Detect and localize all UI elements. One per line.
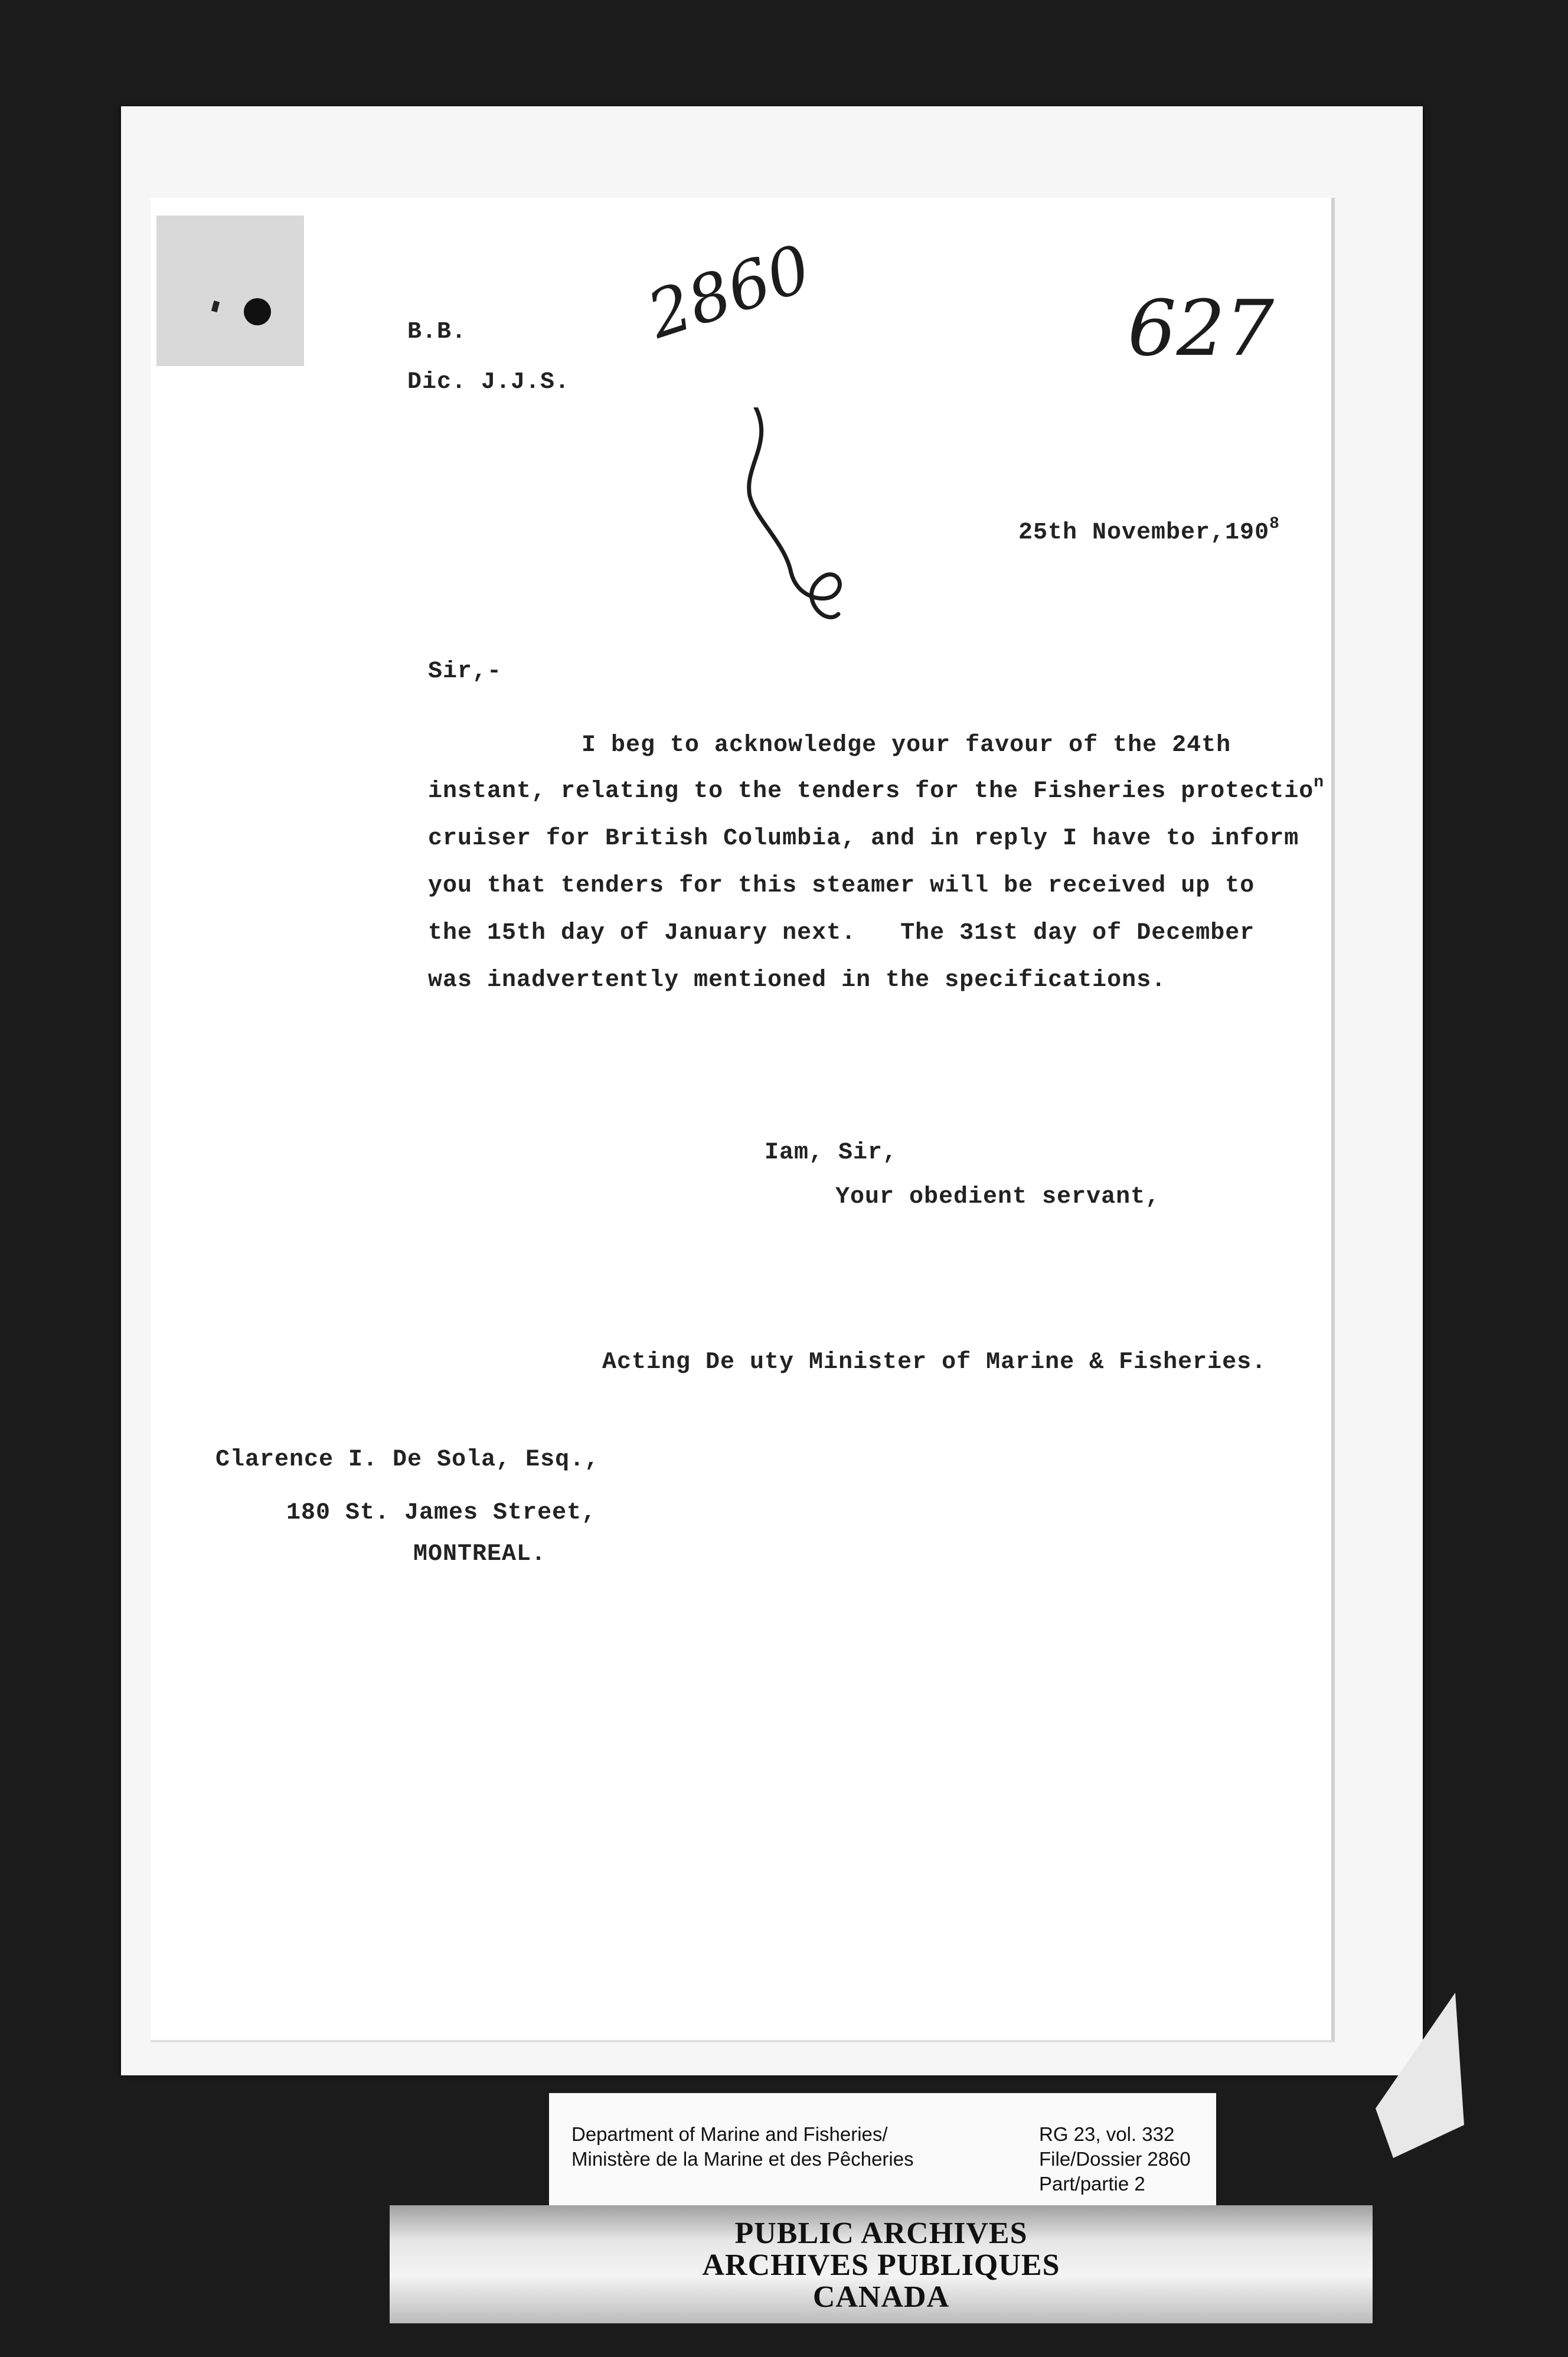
closing-line-1: Iam, Sir, bbox=[765, 1140, 898, 1166]
recipient-street: 180 St. James Street, bbox=[286, 1500, 597, 1526]
part-partie: Part/partie 2 bbox=[1039, 2173, 1145, 2195]
archive-label bbox=[549, 2093, 1216, 2211]
letter-date bbox=[1018, 515, 1279, 546]
stamp-line-3: CANADA bbox=[812, 2280, 950, 2314]
recipient-name: Clarence I. De Sola, Esq., bbox=[215, 1447, 600, 1473]
body-line-2-sup: n bbox=[1314, 773, 1324, 792]
body-line-1: I beg to acknowledge your favour of the 24th bbox=[582, 732, 1231, 759]
handwritten-scribble bbox=[732, 407, 886, 655]
curled-corner bbox=[1376, 1993, 1464, 2158]
body-line-3: cruiser for British Columbia, and in reply I have to inform bbox=[428, 825, 1299, 852]
date-sup: 8 bbox=[1269, 515, 1279, 533]
archives-stamp bbox=[390, 2205, 1373, 2323]
date-main: 25th November,190 bbox=[1018, 520, 1270, 546]
file-dossier: File/Dossier 2860 bbox=[1039, 2148, 1191, 2170]
recipient-city: MONTREAL. bbox=[413, 1541, 547, 1568]
stamp-line-2: ARCHIVES PUBLIQUES bbox=[702, 2248, 1060, 2282]
body-line-2-text: instant, relating to the tenders for the Fisheries protectio bbox=[428, 778, 1314, 805]
stamp-line-1: PUBLIC ARCHIVES bbox=[734, 2216, 1028, 2250]
body-line-2 bbox=[428, 773, 1324, 805]
letter-page bbox=[121, 106, 1423, 2075]
salutation: Sir,- bbox=[428, 658, 502, 685]
tick-mark-icon bbox=[211, 301, 220, 312]
department-en: Department of Marine and Fisheries/ bbox=[571, 2123, 888, 2145]
body-line-6: was inadvertently mentioned in the specifications. bbox=[428, 967, 1167, 994]
body-line-4: you that tenders for this steamer will be received up to bbox=[428, 873, 1255, 899]
department-fr: Ministère de la Marine et des Pêcheries bbox=[571, 2148, 914, 2170]
body-line-5: the 15th day of January next. The 31st day of December bbox=[428, 920, 1255, 946]
folio-number-handwritten: 627 bbox=[1128, 283, 1275, 373]
punch-tab bbox=[156, 216, 304, 366]
record-group: RG 23, vol. 332 bbox=[1039, 2123, 1175, 2145]
punch-hole-icon bbox=[244, 298, 271, 325]
reference-code: B.B. bbox=[407, 319, 467, 345]
file-number-handwritten: 2860 bbox=[639, 230, 819, 354]
dictation-initials: Dic. J.J.S. bbox=[407, 369, 570, 396]
signature-title: Acting De uty Minister of Marine & Fisheries. bbox=[602, 1349, 1267, 1376]
closing-line-2: Your obedient servant, bbox=[835, 1184, 1161, 1210]
